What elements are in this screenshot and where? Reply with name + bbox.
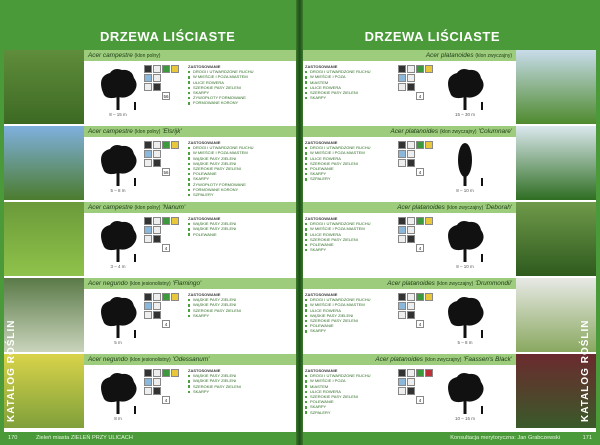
sun-icon: [144, 217, 152, 225]
pollution-icon: [153, 387, 161, 395]
tree-silhouette-icon: [443, 142, 487, 188]
usage-item: WĄSKIE PASY ZIELENI: [188, 373, 241, 378]
usage-item: ULICE ROWERA: [305, 156, 371, 161]
autumn-color-icon: [171, 141, 179, 149]
usage-item: SZEROKIE PASY ZIELENI: [305, 394, 371, 399]
height-range: 10 – 15 m: [454, 416, 475, 421]
autumn-color-icon: [171, 65, 179, 73]
latin-name: Acer negundo: [88, 356, 130, 363]
usage-item: ULICE ROWERA: [305, 85, 371, 90]
usage-item: W MIEŚCIE I POZA MIASTEM: [305, 302, 371, 307]
usage-list: [188, 368, 241, 394]
icon-grid: [398, 369, 438, 419]
leaf-icon: [416, 65, 424, 73]
plant-entry: [4, 202, 296, 276]
tree-silhouette-icon: [443, 294, 487, 340]
latin-name: Acer platanoides: [375, 356, 425, 363]
usage-item: W MIEŚCIE I POZA MIASTEM: [188, 150, 254, 155]
hardiness-zone-label: 4: [416, 320, 424, 328]
water-icon: [398, 302, 406, 310]
usage-item: SKARPY: [188, 389, 241, 394]
usage-heading: ZASTOSOWANIE: [188, 292, 221, 297]
plant-entry: [303, 126, 596, 200]
plant-title: [84, 50, 296, 61]
tree-silhouette: [443, 294, 487, 340]
icon-grid: [144, 65, 184, 115]
common-name: (klon zwyczajny): [424, 357, 462, 363]
soil-icon: [407, 302, 415, 310]
usage-item: POLEWANIE: [188, 171, 254, 176]
left-page: [4, 12, 296, 432]
usage-heading: ZASTOSOWANIE: [188, 368, 221, 373]
usage-item: POLEWANIE: [305, 242, 371, 247]
usage-list: [305, 292, 371, 334]
icon-grid: [398, 141, 438, 191]
hardiness-zone-label: 4: [416, 244, 424, 252]
usage-item: WĄSKIE PASY ZIELENI: [188, 226, 236, 231]
icon-grid: [144, 141, 184, 191]
side-label: KATALOG ROŚLIN: [6, 319, 17, 422]
water-icon: [144, 150, 152, 158]
usage-item: SZEROKIE PASY ZIELENI: [305, 237, 371, 242]
common-name: (klon jesionolistny): [129, 357, 171, 363]
leaf-icon: [162, 65, 170, 73]
usage-item: DROGI I UTWARDZONE RUCHU: [188, 145, 254, 150]
usage-item: DROGI I UTWARDZONE RUCHU: [305, 373, 371, 378]
icon-grid: [144, 293, 184, 343]
plant-title: [84, 126, 296, 137]
frost-icon: [398, 235, 406, 243]
plant-title: [303, 50, 516, 61]
leaf-icon: [162, 141, 170, 149]
pollution-icon: [407, 159, 415, 167]
usage-heading: ZASTOSOWANIE: [305, 140, 338, 145]
latin-name: Acer platanoides: [390, 128, 440, 135]
usage-item: SZPALERY: [305, 410, 371, 415]
sun-icon: [398, 65, 406, 73]
footer-page-number: 170: [8, 435, 18, 441]
frost-icon: [398, 83, 406, 91]
latin-name: Acer platanoides: [425, 52, 476, 59]
plant-title: [303, 278, 516, 289]
half-shade-icon: [153, 217, 161, 225]
soil-icon: [407, 150, 415, 158]
leaf-icon: [162, 217, 170, 225]
half-shade-icon: [407, 293, 415, 301]
latin-name: Acer campestre: [88, 128, 135, 135]
usage-item: POLEWANIE: [305, 323, 371, 328]
usage-heading: ZASTOSOWANIE: [188, 64, 221, 69]
plant-photo: [516, 50, 596, 124]
common-name: (klon polny): [134, 129, 161, 135]
usage-item: ULICE ROWERA: [305, 232, 371, 237]
usage-item: ULICE ROWERA: [305, 389, 371, 394]
tree-silhouette-icon: [96, 370, 140, 416]
sun-icon: [398, 217, 406, 225]
sun-icon: [144, 141, 152, 149]
plant-entry: [4, 354, 296, 428]
soil-icon: [153, 226, 161, 234]
usage-item: DROGI I UTWARDZONE RUCHU: [188, 69, 254, 74]
usage-heading: ZASTOSOWANIE: [305, 292, 338, 297]
right-page: [303, 12, 596, 432]
tree-silhouette: [96, 218, 140, 264]
usage-item: FORMOWANE KORONY: [188, 100, 254, 105]
icon-grid: [398, 217, 438, 267]
usage-item: MIASTEM: [305, 384, 371, 389]
usage-list: [188, 292, 241, 318]
autumn-color-icon: [171, 369, 179, 377]
frost-icon: [144, 235, 152, 243]
latin-name: Acer negundo: [88, 280, 130, 287]
latin-name: Acer platanoides: [387, 280, 437, 287]
pollution-icon: [407, 387, 415, 395]
usage-item: SKARPY: [305, 95, 371, 100]
tree-silhouette-icon: [96, 142, 140, 188]
common-name: (klon polny): [134, 53, 161, 59]
icon-grid: [144, 369, 184, 419]
usage-item: POLEWANIE: [305, 399, 371, 404]
height-range: 8 m: [114, 416, 122, 421]
water-icon: [144, 302, 152, 310]
usage-item: SKARPY: [305, 171, 371, 176]
footer-page-number: 171: [582, 435, 592, 441]
usage-item: WĄSKIE PASY ZIELENI: [188, 221, 236, 226]
pollution-icon: [407, 83, 415, 91]
water-icon: [144, 74, 152, 82]
sun-icon: [144, 65, 152, 73]
usage-item: DROGI I UTWARDZONE RUCHU: [305, 221, 371, 226]
section-header: DRZEWA LIŚCIASTE: [100, 29, 236, 44]
usage-item: W MIEŚCIE I POZA MIASTEM: [305, 150, 371, 155]
hardiness-zone-label: 4: [162, 244, 170, 252]
plant-entry: [303, 50, 596, 124]
half-shade-icon: [153, 65, 161, 73]
hardiness-zone-label: 4: [416, 168, 424, 176]
hardiness-zone-label: 4: [416, 92, 424, 100]
water-icon: [398, 150, 406, 158]
usage-item: DROGI I UTWARDZONE RUCHU: [305, 145, 371, 150]
plant-title: [84, 278, 296, 289]
icon-grid: [144, 217, 184, 267]
usage-item: SZEROKIE PASY ZIELENI: [188, 308, 241, 313]
height-range: 3 – 4 m: [110, 264, 126, 269]
plant-title: [303, 354, 516, 365]
frost-icon: [398, 159, 406, 167]
sun-icon: [144, 293, 152, 301]
height-range: 5 – 8 m: [110, 188, 126, 193]
side-label: KATALOG ROŚLIN: [580, 319, 591, 422]
plant-title: [84, 202, 296, 213]
usage-item: ULICE ROWERA: [188, 80, 254, 85]
frost-icon: [144, 159, 152, 167]
water-icon: [398, 226, 406, 234]
autumn-color-icon: [425, 293, 433, 301]
frost-icon: [398, 311, 406, 319]
usage-list: [188, 216, 236, 237]
latin-name: Acer campestre: [88, 52, 135, 59]
autumn-color-icon: [425, 65, 433, 73]
usage-item: W MIEŚCIE I POZA MIASTEM: [188, 74, 254, 79]
height-range: 8 – 10 m: [456, 264, 474, 269]
top-band: [4, 12, 296, 24]
icon-grid: [398, 65, 438, 115]
leaf-icon: [416, 293, 424, 301]
usage-heading: ZASTOSOWANIE: [305, 216, 338, 221]
usage-heading: ZASTOSOWANIE: [305, 64, 338, 69]
autumn-color-icon: [425, 217, 433, 225]
common-name: (klon zwyczajny): [436, 281, 474, 287]
hardiness-zone-label: 4: [416, 396, 424, 404]
tree-silhouette-icon: [443, 218, 487, 264]
plant-photo: [4, 50, 84, 124]
frost-icon: [144, 387, 152, 395]
usage-list: [188, 64, 254, 106]
tree-silhouette: [443, 218, 487, 264]
usage-list: [188, 140, 254, 197]
usage-list: [305, 216, 371, 252]
plant-entry: [303, 278, 596, 352]
usage-item: SKARPY: [305, 404, 371, 409]
tree-silhouette: [443, 66, 487, 112]
usage-item: MIASTEM: [305, 80, 371, 85]
leaf-icon: [162, 369, 170, 377]
half-shade-icon: [407, 65, 415, 73]
plant-entry: [4, 278, 296, 352]
usage-item: WĄSKIE PASY ZIELENI: [305, 313, 371, 318]
usage-item: SKARPY: [188, 313, 241, 318]
usage-item: WĄSKIE PASY ZIELENI: [188, 297, 241, 302]
pollution-icon: [153, 159, 161, 167]
usage-item: SZEROKIE PASY ZIELENI: [188, 166, 254, 171]
leaf-icon: [416, 217, 424, 225]
soil-icon: [407, 226, 415, 234]
frost-icon: [398, 387, 406, 395]
hardiness-zone-label: 4: [162, 320, 170, 328]
usage-heading: ZASTOSOWANIE: [188, 140, 221, 145]
usage-item: WĄSKIE PASY ZIELENI: [188, 161, 254, 166]
usage-item: WĄSKIE PASY ZIELENI: [188, 378, 241, 383]
common-name: (klon zwyczajny): [446, 205, 484, 211]
hardiness-zone-label: 56: [163, 94, 169, 99]
usage-item: POLEWANIE: [188, 232, 236, 237]
cultivar-name: 'Elsrijk': [160, 128, 182, 135]
leaf-icon: [162, 293, 170, 301]
pollution-icon: [153, 235, 161, 243]
tree-silhouette: [96, 294, 140, 340]
half-shade-icon: [407, 217, 415, 225]
usage-item: SZPALERY: [188, 192, 254, 197]
latin-name: Acer platanoides: [397, 204, 447, 211]
cultivar-name: 'Nanum': [160, 204, 186, 211]
half-shade-icon: [407, 141, 415, 149]
usage-heading: ZASTOSOWANIE: [188, 216, 221, 221]
plant-title: [303, 202, 516, 213]
tree-silhouette-icon: [443, 370, 487, 416]
soil-icon: [407, 378, 415, 386]
tree-silhouette-icon: [96, 294, 140, 340]
water-icon: [144, 378, 152, 386]
height-range: 15 – 30 m: [454, 112, 475, 117]
usage-item: SZEROKIE PASY ZIELENI: [305, 318, 371, 323]
autumn-color-icon: [425, 369, 433, 377]
usage-item: ŻYWOPŁOTY FORMOWANE: [188, 182, 254, 187]
half-shade-icon: [407, 369, 415, 377]
usage-item: FORMOWANE KORONY: [188, 187, 254, 192]
plant-entry: [303, 202, 596, 276]
plant-entry: [4, 126, 296, 200]
pollution-icon: [153, 83, 161, 91]
common-name: (klon zwyczajny): [475, 53, 512, 59]
autumn-color-icon: [171, 293, 179, 301]
sun-icon: [398, 293, 406, 301]
plant-title: [303, 126, 516, 137]
plant-photo: [516, 202, 596, 276]
usage-list: [305, 64, 371, 100]
soil-icon: [153, 150, 161, 158]
cultivar-name: 'Flamingo': [170, 280, 202, 287]
half-shade-icon: [153, 141, 161, 149]
sun-icon: [398, 369, 406, 377]
tree-silhouette: [96, 66, 140, 112]
half-shade-icon: [153, 293, 161, 301]
hardiness-zone-label: 4: [162, 396, 170, 404]
usage-item: SZEROKIE PASY ZIELENI: [188, 85, 254, 90]
height-range: 8 – 10 m: [456, 188, 474, 193]
pollution-icon: [407, 235, 415, 243]
sun-icon: [398, 141, 406, 149]
cultivar-name: 'Deborah': [483, 204, 512, 211]
cultivar-name: 'Faassen's Black': [461, 356, 512, 363]
usage-list: [305, 368, 371, 415]
section-header: DRZEWA LIŚCIASTE: [364, 29, 500, 44]
usage-item: SKARPY: [305, 328, 371, 333]
height-range: 8 – 15 m: [109, 112, 127, 117]
icon-grid: [398, 293, 438, 343]
plant-title: [84, 354, 296, 365]
common-name: (klon polny): [134, 205, 161, 211]
footer-text: Konsultacja merytoryczna: Jan Grabczewski: [450, 435, 560, 441]
usage-item: W MIEŚCIE I POZA: [305, 378, 371, 383]
usage-item: DROGI I UTWARDZONE RUCHU: [305, 69, 371, 74]
height-range: 5 m: [114, 340, 122, 345]
height-range: 5 – 8 m: [457, 340, 473, 345]
usage-item: W MIEŚCIE I POZA: [305, 74, 371, 79]
common-name: (klon jesionolistny): [129, 281, 171, 287]
pollution-icon: [407, 311, 415, 319]
usage-item: SZEROKIE PASY ZIELENI: [188, 384, 241, 389]
half-shade-icon: [153, 369, 161, 377]
latin-name: Acer campestre: [88, 204, 135, 211]
usage-item: ULICE ROWERA: [305, 308, 371, 313]
usage-item: SKARPY: [305, 247, 371, 252]
usage-item: WĄSKIE PASY ZIELENI: [188, 156, 254, 161]
water-icon: [398, 74, 406, 82]
usage-item: W MIEŚCIE I POZA MIASTEM: [305, 226, 371, 231]
soil-icon: [153, 74, 161, 82]
frost-icon: [144, 311, 152, 319]
plant-entry: [4, 50, 296, 124]
usage-item: SKARPY: [188, 90, 254, 95]
usage-item: SZPALERY: [305, 176, 371, 181]
usage-item: SKARPY: [188, 176, 254, 181]
usage-list: [305, 140, 371, 182]
water-icon: [144, 226, 152, 234]
autumn-color-icon: [171, 217, 179, 225]
common-name: (klon zwyczajny): [439, 129, 477, 135]
tree-silhouette: [443, 142, 487, 188]
soil-icon: [153, 302, 161, 310]
tree-silhouette-icon: [96, 66, 140, 112]
tree-silhouette: [96, 142, 140, 188]
footer-text: Zieleń miasta ZIELEŃ PRZY ULICACH: [36, 435, 133, 441]
cultivar-name: 'Columnare': [476, 128, 512, 135]
cultivar-name: 'Odessanum': [170, 356, 210, 363]
pollution-icon: [153, 311, 161, 319]
tree-silhouette: [96, 370, 140, 416]
hardiness-zone-label: 56: [163, 170, 169, 175]
plant-photo: [4, 126, 84, 200]
plant-photo: [4, 202, 84, 276]
autumn-color-icon: [425, 141, 433, 149]
water-icon: [398, 378, 406, 386]
cultivar-name: 'Drummondii': [473, 280, 512, 287]
frost-icon: [144, 83, 152, 91]
sun-icon: [144, 369, 152, 377]
leaf-icon: [416, 369, 424, 377]
usage-item: ŻYWOPŁOTY FORMOWANE: [188, 95, 254, 100]
usage-item: SZEROKIE PASY ZIELENI: [305, 90, 371, 95]
soil-icon: [407, 74, 415, 82]
tree-silhouette-icon: [443, 66, 487, 112]
page-gutter: [296, 0, 303, 445]
usage-item: DROGI I UTWARDZONE RUCHU: [305, 297, 371, 302]
top-band: [303, 12, 596, 24]
usage-item: POLEWANIE: [305, 166, 371, 171]
tree-silhouette: [443, 370, 487, 416]
soil-icon: [153, 378, 161, 386]
usage-item: WĄSKIE PASY ZIELENI: [188, 302, 241, 307]
usage-heading: ZASTOSOWANIE: [305, 368, 338, 373]
leaf-icon: [416, 141, 424, 149]
usage-item: SZEROKIE PASY ZIELENI: [305, 161, 371, 166]
tree-silhouette-icon: [96, 218, 140, 264]
plant-photo: [516, 126, 596, 200]
plant-entry: [303, 354, 596, 428]
